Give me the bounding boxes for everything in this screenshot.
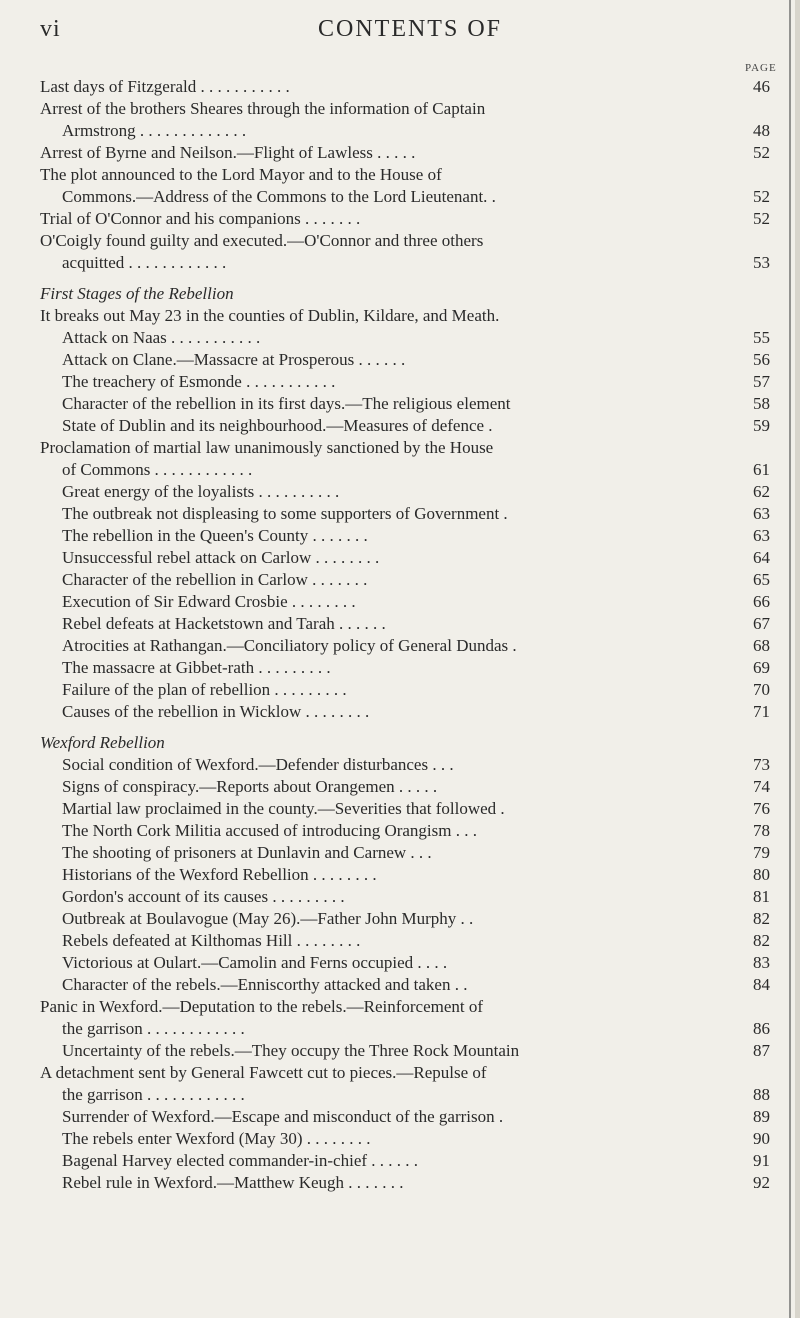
toc-entry — [40, 569, 770, 591]
toc-entry-line: the garrison . . . . . . . . . . . . — [62, 1085, 245, 1104]
toc-page-number: 46 — [753, 77, 770, 96]
toc-entry — [40, 208, 770, 230]
toc-entry — [40, 371, 770, 393]
toc-entry — [40, 503, 770, 525]
toc-entry-line: The outbreak not displeasing to some supporters of Government . — [62, 504, 508, 523]
toc-entry-line: acquitted . . . . . . . . . . . . — [62, 253, 227, 272]
toc-page-number: 88 — [753, 1085, 770, 1104]
toc-page-number: 76 — [753, 799, 770, 818]
toc-page-number: 52 — [753, 143, 770, 162]
toc-page-number: 74 — [753, 777, 770, 796]
toc-entry — [40, 525, 770, 547]
toc-entry-line: Victorious at Oulart.—Camolin and Ferns occupied . . . . — [62, 953, 448, 972]
toc-entry — [40, 98, 770, 142]
toc-entry — [40, 142, 770, 164]
toc-entry — [40, 842, 770, 864]
toc-entry-line: Character of the rebellion in Carlow . . . . . . . — [62, 570, 368, 589]
toc-page-number: 91 — [753, 1151, 770, 1170]
toc-entry-line: Trial of O'Connor and his companions . . . . . . . — [40, 209, 361, 228]
toc-entry-line: Failure of the plan of rebellion . . . . . . . . . — [62, 680, 347, 699]
toc-entry-line: Panic in Wexford.—Deputation to the rebels.—Reinforcement of — [40, 997, 484, 1016]
toc-page-number: 83 — [753, 953, 770, 972]
toc-page-number: 82 — [753, 931, 770, 950]
toc-entry — [40, 820, 770, 842]
toc-page-number: 59 — [753, 416, 770, 435]
toc-entry-line: Attack on Naas . . . . . . . . . . . — [62, 328, 261, 347]
toc-entry-line: Arrest of the brothers Sheares through the information of Captain — [40, 99, 486, 118]
toc-page-number: 48 — [753, 121, 770, 140]
toc-page-number: 55 — [753, 328, 770, 347]
toc-entry-line: Causes of the rebellion in Wicklow . . . . . . . . — [62, 702, 370, 721]
section-heading: Wexford Rebellion — [40, 733, 165, 752]
toc-page-number: 78 — [753, 821, 770, 840]
toc-entry-line: Bagenal Harvey elected commander-in-chief . . . . . . — [62, 1151, 419, 1170]
toc-entry — [40, 437, 770, 481]
page-number: vi — [40, 16, 61, 42]
toc-page-number: 67 — [753, 614, 770, 633]
toc-entry — [40, 415, 770, 437]
toc-entry — [40, 798, 770, 820]
toc-page-number: 90 — [753, 1129, 770, 1148]
toc-entry — [40, 591, 770, 613]
toc-page-number: 61 — [753, 460, 770, 479]
toc-entry — [40, 164, 770, 208]
toc-entry — [40, 547, 770, 569]
running-header — [40, 8, 760, 48]
toc-entry — [40, 230, 770, 274]
toc-entry-line: The plot announced to the Lord Mayor and to the House of — [40, 165, 442, 184]
toc-entry-line: Gordon's account of its causes . . . . . . . . . — [62, 887, 345, 906]
toc-entry-line: The shooting of prisoners at Dunlavin and Carnew . . . — [62, 843, 432, 862]
toc-entry — [40, 930, 770, 952]
toc-entry — [40, 864, 770, 886]
toc-entry-line: Atrocities at Rathangan.—Conciliatory policy of General Dundas . — [62, 636, 517, 655]
toc-page-number: 87 — [753, 1041, 770, 1060]
toc-entry — [40, 393, 770, 415]
toc-entry-line: Execution of Sir Edward Crosbie . . . . . . . . — [62, 592, 356, 611]
toc-entry-line: Attack on Clane.—Massacre at Prosperous . . . . . . — [62, 350, 406, 369]
toc-entry-line: Surrender of Wexford.—Escape and misconduct of the garrison . — [62, 1107, 504, 1126]
toc-page-number: 71 — [753, 702, 770, 721]
toc-page-number: 69 — [753, 658, 770, 677]
toc-page-number: 53 — [753, 253, 770, 272]
toc-entry — [40, 349, 770, 371]
toc-page-number: 68 — [753, 636, 770, 655]
toc-entry — [40, 305, 770, 349]
table-of-contents — [40, 76, 770, 1194]
toc-entry — [40, 76, 770, 98]
toc-entry-line: Rebel rule in Wexford.—Matthew Keugh . . . . . . . — [62, 1173, 404, 1192]
toc-entry — [40, 1172, 770, 1194]
toc-entry — [40, 1128, 770, 1150]
toc-entry-line: A detachment sent by General Fawcett cut to pieces.—Repulse of — [40, 1063, 487, 1082]
toc-entry-line: Great energy of the loyalists . . . . . . . . . . — [62, 482, 340, 501]
toc-entry — [40, 1040, 770, 1062]
toc-entry-line: Unsuccessful rebel attack on Carlow . . . . . . . . — [62, 548, 380, 567]
toc-page-number: 80 — [753, 865, 770, 884]
toc-entry-line: It breaks out May 23 in the counties of Dublin, Kildare, and Meath. — [40, 306, 500, 325]
toc-entry-line: The North Cork Militia accused of introducing Orangism . . . — [62, 821, 477, 840]
toc-entry — [40, 996, 770, 1040]
toc-entry — [40, 1150, 770, 1172]
toc-page-number: 62 — [753, 482, 770, 501]
toc-entry — [40, 754, 770, 776]
toc-entry-line: Rebels defeated at Kilthomas Hill . . . . . . . . — [62, 931, 361, 950]
toc-page-number: 63 — [753, 504, 770, 523]
toc-entry-line: The rebels enter Wexford (May 30) . . . . . . . . — [62, 1129, 371, 1148]
toc-entry-line: Character of the rebels.—Enniscorthy attacked and taken . . — [62, 975, 468, 994]
toc-entry-line: The massacre at Gibbet-rath . . . . . . . . . — [62, 658, 331, 677]
toc-entry-line: Commons.—Address of the Commons to the Lord Lieutenant. . — [62, 187, 496, 206]
toc-page-number: 56 — [753, 350, 770, 369]
toc-entry-line: The treachery of Esmonde . . . . . . . . . . . — [62, 372, 336, 391]
toc-page-number: 64 — [753, 548, 770, 567]
toc-entry-line: of Commons . . . . . . . . . . . . — [62, 460, 253, 479]
toc-entry-line: Arrest of Byrne and Neilson.—Flight of Lawless . . . . . — [40, 143, 416, 162]
toc-page-number: 66 — [753, 592, 770, 611]
toc-page-number: 79 — [753, 843, 770, 862]
page-column-label: PAGE — [745, 62, 777, 74]
toc-entry-line: Social condition of Wexford.—Defender disturbances . . . — [62, 755, 454, 774]
toc-entry — [40, 974, 770, 996]
toc-entry-line: Martial law proclaimed in the county.—Severities that followed . — [62, 799, 505, 818]
toc-entry — [40, 1062, 770, 1106]
toc-page-number: 52 — [753, 187, 770, 206]
toc-page-number: 57 — [753, 372, 770, 391]
toc-entry — [40, 886, 770, 908]
toc-entry — [40, 952, 770, 974]
page-edge-shadow — [789, 0, 791, 1318]
toc-entry — [40, 908, 770, 930]
toc-entry — [40, 701, 770, 723]
toc-entry-line: Character of the rebellion in its first days.—The religious element — [62, 394, 511, 413]
toc-entry — [40, 1106, 770, 1128]
toc-entry — [40, 635, 770, 657]
toc-page-number: 58 — [753, 394, 770, 413]
toc-entry — [40, 679, 770, 701]
toc-entry-line: Signs of conspiracy.—Reports about Orangemen . . . . . — [62, 777, 438, 796]
toc-entry — [40, 776, 770, 798]
toc-page-number: 92 — [753, 1173, 770, 1192]
running-title: CONTENTS OF — [317, 16, 502, 42]
toc-entry-line: the garrison . . . . . . . . . . . . — [62, 1019, 245, 1038]
toc-entry — [40, 613, 770, 635]
toc-entry-line: Proclamation of martial law unanimously sanctioned by the House — [40, 438, 494, 457]
toc-entry-line: Last days of Fitzgerald . . . . . . . . . . . — [40, 77, 290, 96]
toc-page-number: 63 — [753, 526, 770, 545]
toc-page-number: 52 — [753, 209, 770, 228]
toc-entry — [40, 657, 770, 679]
toc-entry-line: Historians of the Wexford Rebellion . . . . . . . . — [62, 865, 377, 884]
section-heading: First Stages of the Rebellion — [40, 284, 234, 303]
toc-page-number: 84 — [753, 975, 770, 994]
toc-entry-line: Uncertainty of the rebels.—They occupy the Three Rock Mountain — [62, 1041, 520, 1060]
toc-page-number: 81 — [753, 887, 770, 906]
toc-entry-line: Rebel defeats at Hacketstown and Tarah . . . . . . — [62, 614, 386, 633]
toc-entry-line: The rebellion in the Queen's County . . . . . . . — [62, 526, 368, 545]
toc-entry-line: Armstrong . . . . . . . . . . . . . — [62, 121, 247, 140]
toc-page-number: 70 — [753, 680, 770, 699]
toc-page-number: 65 — [753, 570, 770, 589]
toc-page-number: 89 — [753, 1107, 770, 1126]
toc-page-number: 73 — [753, 755, 770, 774]
toc-entry-line: Outbreak at Boulavogue (May 26).—Father John Murphy . . — [62, 909, 474, 928]
page-edge — [795, 0, 800, 1318]
toc-page-number: 86 — [753, 1019, 770, 1038]
toc-entry-line: O'Coigly found guilty and executed.—O'Connor and three others — [40, 231, 484, 250]
toc-entry-line: State of Dublin and its neighbourhood.—Measures of defence . — [62, 416, 493, 435]
toc-page-number: 82 — [753, 909, 770, 928]
toc-entry — [40, 481, 770, 503]
